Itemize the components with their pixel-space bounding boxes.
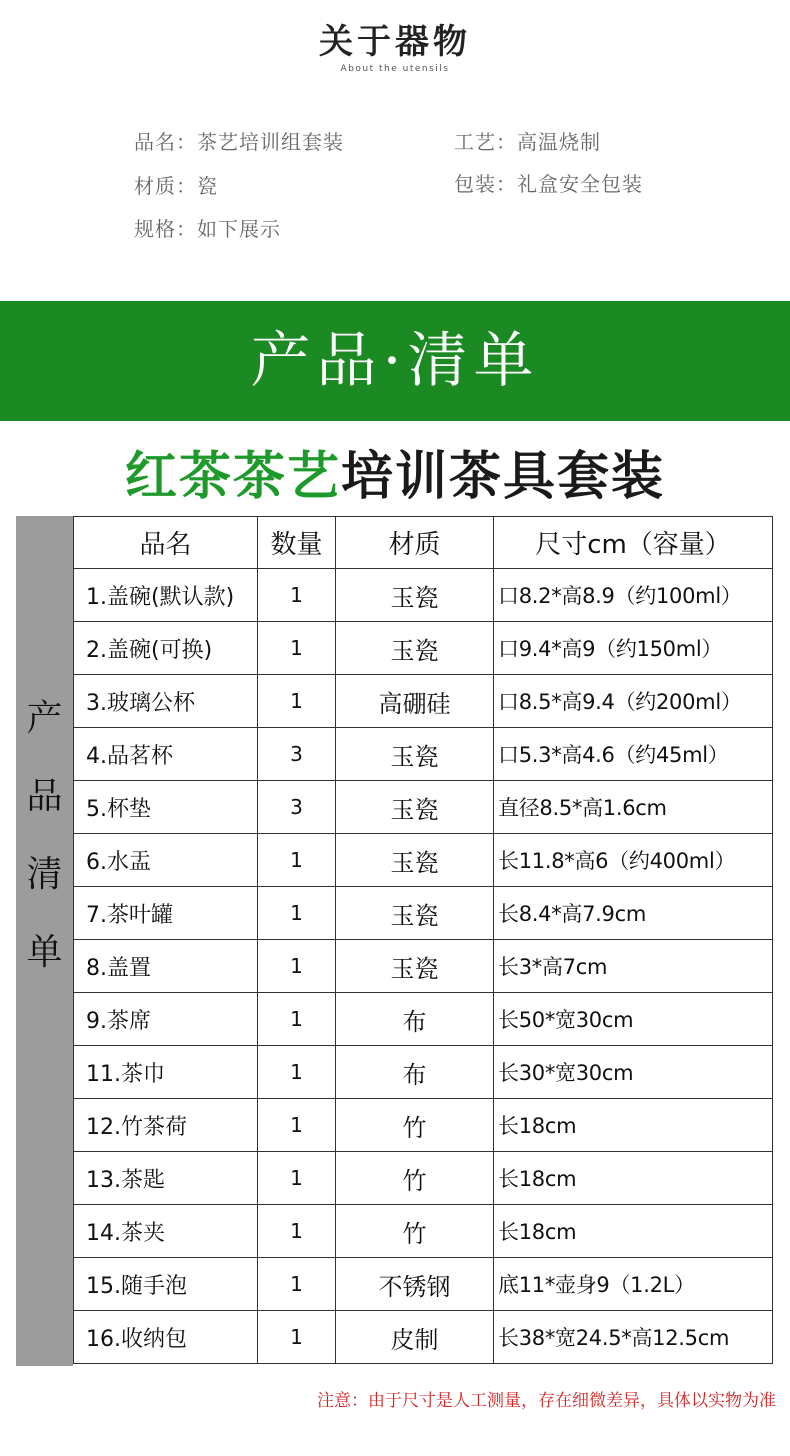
table-row <box>74 1099 773 1152</box>
cell-qty: 1 <box>258 940 336 993</box>
cell-material: 竹 <box>336 1152 494 1205</box>
header-material: 材质 <box>336 517 494 569</box>
product-title <box>0 434 790 509</box>
side-label <box>16 680 73 992</box>
cell-qty: 1 <box>258 569 336 622</box>
cell-name: 15.随手泡 <box>74 1258 258 1311</box>
table-row <box>74 1258 773 1311</box>
cell-size: 口8.5*高9.4（约200ml） <box>494 675 773 728</box>
header-name: 品名 <box>74 517 258 569</box>
cell-qty: 3 <box>258 781 336 834</box>
cell-qty: 1 <box>258 834 336 887</box>
cell-size: 长18cm <box>494 1152 773 1205</box>
cell-material: 玉瓷 <box>336 940 494 993</box>
cell-size: 长38*宽24.5*高12.5cm <box>494 1311 773 1364</box>
cell-material: 玉瓷 <box>336 622 494 675</box>
cell-qty: 1 <box>258 1099 336 1152</box>
spec-packaging: 包装：礼盒安全包装 <box>454 172 643 196</box>
cell-qty: 1 <box>258 1258 336 1311</box>
cell-material: 玉瓷 <box>336 569 494 622</box>
cell-material: 玉瓷 <box>336 887 494 940</box>
cell-name: 13.茶匙 <box>74 1152 258 1205</box>
cell-size: 长18cm <box>494 1099 773 1152</box>
cell-material: 竹 <box>336 1099 494 1152</box>
cell-size: 口8.2*高8.9（约100ml） <box>494 569 773 622</box>
spec-product-name: 品名：茶艺培训组套装 <box>134 130 344 154</box>
cell-name: 9.茶席 <box>74 993 258 1046</box>
cell-name: 2.盖碗(可换) <box>74 622 258 675</box>
cell-name: 7.茶叶罐 <box>74 887 258 940</box>
product-title-dark: 培训茶具套装 <box>341 446 666 507</box>
cell-size: 口9.4*高9（约150ml） <box>494 622 773 675</box>
cell-material: 玉瓷 <box>336 834 494 887</box>
side-label-char: 清 <box>26 854 63 895</box>
cell-material: 不锈钢 <box>336 1258 494 1311</box>
table-row <box>74 887 773 940</box>
table-row <box>74 940 773 993</box>
cell-name: 5.杯垫 <box>74 781 258 834</box>
cell-material: 竹 <box>336 1205 494 1258</box>
cell-name: 14.茶夹 <box>74 1205 258 1258</box>
cell-material: 高硼硅 <box>336 675 494 728</box>
cell-size: 长30*宽30cm <box>494 1046 773 1099</box>
table-row <box>74 1046 773 1099</box>
table-row <box>74 1311 773 1364</box>
table-row <box>74 993 773 1046</box>
cell-name: 12.竹茶荷 <box>74 1099 258 1152</box>
spec-material: 材质：瓷 <box>134 174 218 198</box>
cell-size: 长50*宽30cm <box>494 993 773 1046</box>
cell-size: 长3*高7cm <box>494 940 773 993</box>
spec-size: 规格：如下展示 <box>134 217 281 241</box>
cell-size: 长8.4*高7.9cm <box>494 887 773 940</box>
cell-qty: 1 <box>258 1311 336 1364</box>
header-size: 尺寸cm（容量） <box>494 517 773 569</box>
table-row <box>74 569 773 622</box>
cell-name: 11.茶巾 <box>74 1046 258 1099</box>
cell-qty: 1 <box>258 675 336 728</box>
cell-material: 布 <box>336 1046 494 1099</box>
cell-qty: 1 <box>258 1046 336 1099</box>
spec-craft: 工艺：高温烧制 <box>454 130 601 154</box>
about-title: 关于器物 <box>319 22 471 62</box>
cell-name: 16.收纳包 <box>74 1311 258 1364</box>
cell-size: 口5.3*高4.6（约45ml） <box>494 728 773 781</box>
header-qty: 数量 <box>258 517 336 569</box>
table-row <box>74 622 773 675</box>
cell-qty: 1 <box>258 887 336 940</box>
cell-material: 玉瓷 <box>336 728 494 781</box>
cell-name: 1.盖碗(默认款) <box>74 569 258 622</box>
product-list-banner: 产品·清单 <box>0 301 790 421</box>
table-row <box>74 1205 773 1258</box>
cell-size: 直径8.5*高1.6cm <box>494 781 773 834</box>
table-row <box>74 728 773 781</box>
cell-name: 8.盖置 <box>74 940 258 993</box>
cell-name: 3.玻璃公杯 <box>74 675 258 728</box>
product-list-table <box>73 516 773 1364</box>
cell-name: 6.水盂 <box>74 834 258 887</box>
table-header-row <box>74 517 773 569</box>
cell-name: 4.品茗杯 <box>74 728 258 781</box>
cell-qty: 1 <box>258 1152 336 1205</box>
side-label-char: 单 <box>26 932 63 973</box>
cell-qty: 1 <box>258 993 336 1046</box>
cell-qty: 1 <box>258 1205 336 1258</box>
table-row <box>74 834 773 887</box>
table-row <box>74 781 773 834</box>
about-subtitle: About the utensils <box>340 64 450 74</box>
cell-size: 长18cm <box>494 1205 773 1258</box>
cell-qty: 3 <box>258 728 336 781</box>
cell-size: 底11*壶身9（1.2L） <box>494 1258 773 1311</box>
side-label-char: 品 <box>26 776 63 817</box>
cell-material: 布 <box>336 993 494 1046</box>
table-row <box>74 675 773 728</box>
product-title-green: 红茶茶艺 <box>124 446 341 507</box>
measurement-note: 注意：由于尺寸是人工测量，存在细微差异，具体以实物为准 <box>317 1391 776 1411</box>
cell-material: 皮制 <box>336 1311 494 1364</box>
cell-size: 长11.8*高6（约400ml） <box>494 834 773 887</box>
side-label-char: 产 <box>26 698 63 739</box>
cell-qty: 1 <box>258 622 336 675</box>
table-row <box>74 1152 773 1205</box>
cell-material: 玉瓷 <box>336 781 494 834</box>
